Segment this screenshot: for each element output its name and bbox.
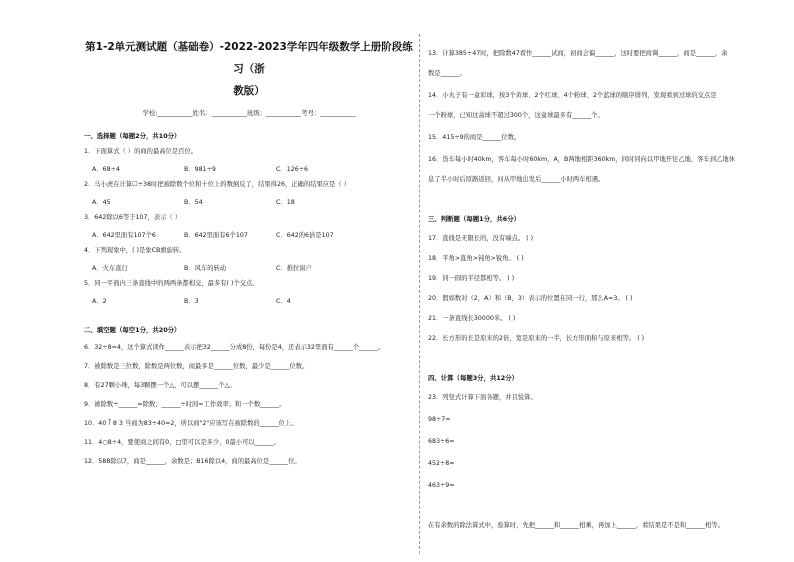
option-c: C．4 <box>276 298 291 305</box>
question-11: 11．4○8÷4，要使商之间有0，□里可以是多少，0最小可以______。 <box>84 439 280 446</box>
section-calc-heading: 四、计算（每题3分，共12分） <box>428 374 519 382</box>
question-23: 23．列竖式计算下面各题，并且验算。 <box>428 394 537 401</box>
question-5-options <box>84 296 414 305</box>
option-a: A．火车直行 <box>92 265 128 272</box>
question-5: 5．同一平面内三条直线中的两两条都相交，最多有( )个交点。 <box>84 280 259 287</box>
question-16-cont: 息了半小时后原路返回，问从甲地出发后______小时两车相遇。 <box>428 176 605 183</box>
right-column <box>428 42 780 530</box>
question-13-cont: 数是______。 <box>428 70 466 77</box>
option-a: A．642里面有107个6 <box>92 232 156 239</box>
question-8: 8．有27颗小珠，每3颗摆一个△，可以摆______个△。 <box>84 382 236 389</box>
section-judge-heading: 三、判断题（每题1分，共6分） <box>428 215 520 223</box>
question-3-options <box>84 230 414 239</box>
title-line-2: 教版） <box>233 85 265 97</box>
option-a: A．45 <box>92 199 111 206</box>
option-c: C．126÷6 <box>276 166 308 173</box>
option-b: B．风车的转动 <box>184 265 227 272</box>
question-1: 1．下面算式（ ）的商的最高位是百位。 <box>84 148 198 155</box>
question-22: 22．长方形的长是原来的2倍，宽是原来的一半，长方形面积与原来相等。 ( ) <box>428 335 645 342</box>
left-column <box>84 36 414 466</box>
question-17: 17．直线是无限长的，没有端点。 ( ) <box>428 235 534 242</box>
calc-4: 463÷9= <box>428 482 455 489</box>
verification-note: 在有余数的除法算式中，验算时，先把______和______相乘，再加上______，看结果是不是和______相等。 <box>428 522 724 529</box>
question-2-options <box>84 197 414 206</box>
question-16: 16．货车每小时40km，客车每小时60km，A，B两地相距360km，同时同向以甲地开往乙地，客车到乙地休 <box>428 156 736 163</box>
student-info-line: 学校:___________姓名：___________班级：___________考号：___________ <box>142 109 356 117</box>
question-20: 20．假如数对（2，A）和（B，3）表示的位置在同一行，那么A=3。 ( ) <box>428 295 633 302</box>
question-3: 3．642除以6等于107，表示（ ） <box>84 214 182 221</box>
section-fill-heading: 二、填空题（每空1分，共20分） <box>84 326 181 334</box>
question-21: 21．一条直线长30000米。 ( ) <box>428 315 516 322</box>
option-b: B．3 <box>184 298 199 305</box>
column-divider <box>419 34 420 554</box>
option-c: C．642的6倍是107 <box>276 232 334 239</box>
option-c: C．18 <box>276 199 295 206</box>
question-7: 7．被除数是三位数，除数是两位数，商最多是______位数，最少是______位数。 <box>84 363 309 370</box>
question-12: 12．588除以7，商是______，余数是；B16除以4，商的最高位是______位。 <box>84 458 301 465</box>
question-10: 10．40 ⟌ 8 3 当商为83÷40=2，所以商"2"应该写在被除数的______位上。 <box>84 420 298 427</box>
question-9: 9．被除数÷______=除数；______÷时间=工作效率；和一个数______。 <box>84 401 286 408</box>
option-a: A．2 <box>92 298 107 305</box>
calc-3: 452÷8= <box>428 460 455 467</box>
option-b: B．54 <box>184 199 203 206</box>
question-1-options <box>84 164 414 173</box>
calc-1: 98÷7= <box>428 416 451 423</box>
question-15: 15．415÷9的商是______位数。 <box>428 134 521 141</box>
option-b: B．642里面有6个107 <box>184 232 248 239</box>
title-line-1: 第1-2单元测试题（基础卷）-2022-2023学年四年级数学上册阶段练习（浙 <box>85 41 413 75</box>
question-19: 19．同一圆的半径都相等。 ( ) <box>428 275 515 282</box>
section-choice-heading: 一、选择题（每题2分，共10分） <box>84 132 181 140</box>
question-14-cont: 一个粉球，已知这盒球不超过300个，这盒球最多有______个。 <box>428 112 604 119</box>
question-13: 13．计算385÷47时，把除数47看作______试商，初商会偏______，这时要把商调______，商是______，余 <box>428 50 728 57</box>
question-2: 2．马小虎在计算☐÷38时把被除数个位和十位上的数倒反了，结果得26，正确的结果应是（ ） <box>84 181 350 188</box>
question-18: 18．平角>直角>钝角>锐角。 ( ) <box>428 255 524 262</box>
question-4: 4．下列现象中，( )是象CB旗旋转。 <box>84 247 186 254</box>
option-c: C．推拉窗户 <box>276 265 312 272</box>
page-title <box>84 36 414 102</box>
question-14: 14．小丸子有一盒彩球，按3个黄球、2个红球、4个粉球、2个蓝球的顺序排列，发现看到过球的交点是 <box>428 92 717 99</box>
option-b: B．981÷9 <box>184 166 216 173</box>
question-6: 6．32÷8=4，这个算式读作______表示把32______分成8份，每份是4，还表示32里面有______个______。 <box>84 344 385 351</box>
calc-2: 683÷6= <box>428 438 455 445</box>
option-a: A．68÷4 <box>92 166 120 173</box>
question-4-options <box>84 263 414 272</box>
